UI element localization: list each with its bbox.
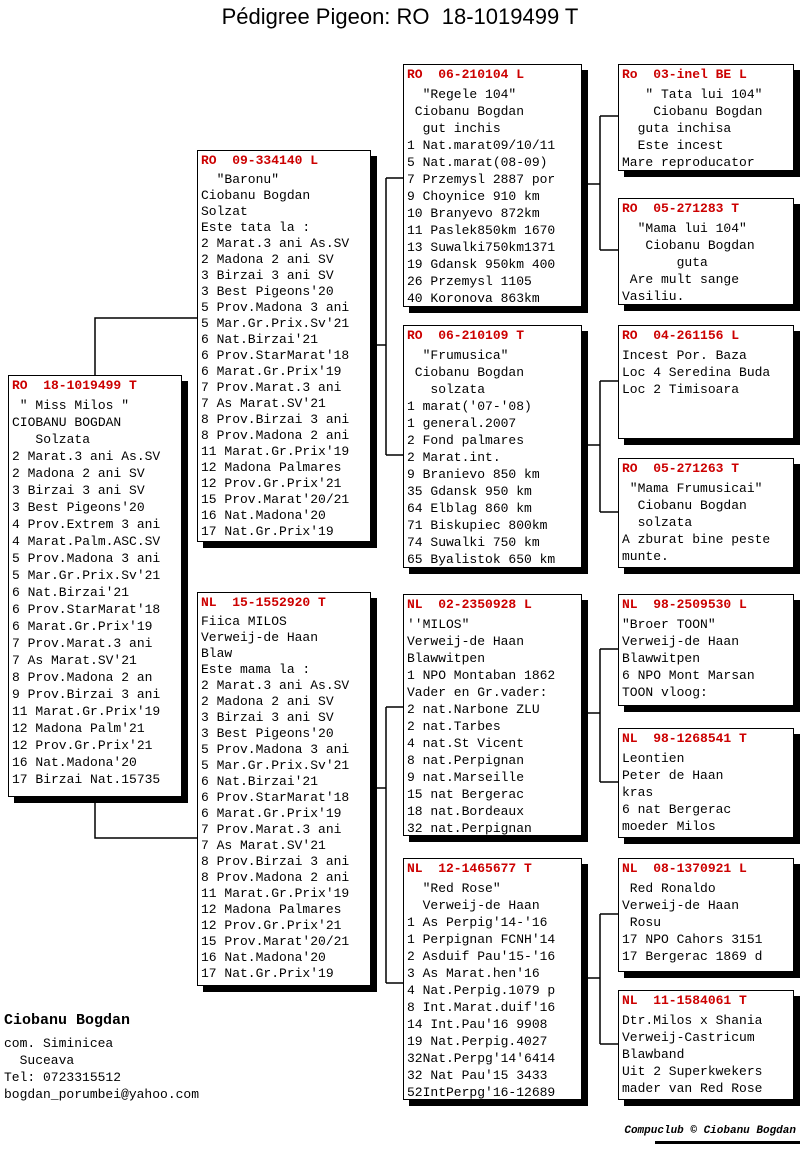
text-line: 17 Nat.Gr.Prix'19 xyxy=(201,524,334,539)
ring-number: NL 08-1370921 L xyxy=(622,861,747,876)
box-subject xyxy=(8,375,182,797)
text-line: 5 Prov.Madona 3 ani xyxy=(201,300,350,315)
text-line: 16 Nat.Madona'20 xyxy=(201,508,326,523)
text-line: 15 nat Bergerac xyxy=(407,787,525,802)
text-line: Verweij-de Haan xyxy=(201,630,319,645)
text-line: guta inchisa xyxy=(622,121,732,136)
text-line: 8 Prov.Birzai 3 ani xyxy=(201,412,350,427)
ring-number: RO 05-271263 T xyxy=(622,461,740,476)
pedigree-lines xyxy=(198,614,370,982)
text-line: 19 Nat.Perpig.4027 xyxy=(407,1034,548,1049)
text-line: Este tata la : xyxy=(201,220,311,235)
text-line: 6 Prov.StarMarat'18 xyxy=(201,348,350,363)
ring-number: RO 05-271283 T xyxy=(622,201,740,216)
text-line: 1 Perpignan FCNH'14 xyxy=(407,932,556,947)
text-line: 5 Mar.Gr.Prix.Sv'21 xyxy=(201,316,350,331)
text-line: Vasiliu. xyxy=(622,289,685,304)
text-line: 6 Marat.Gr.Prix'19 xyxy=(201,364,342,379)
text-line: 8 Prov.Madona 2 an xyxy=(12,670,153,685)
text-line: "Baronu" xyxy=(201,172,280,187)
text-line: Ciobanu Bogdan xyxy=(622,104,763,119)
text-line: Vader en Gr.vader: xyxy=(407,685,548,700)
text-line: com. Siminicea xyxy=(4,1036,114,1051)
text-line: 74 Suwalki 750 km xyxy=(407,535,540,550)
text-line: ''MILOS" xyxy=(407,617,470,632)
text-line: 2 Marat.3 ani As.SV xyxy=(12,449,161,464)
text-line: 7 As Marat.SV'21 xyxy=(12,653,137,668)
ring-number: RO 06-210109 T xyxy=(407,328,525,343)
text-line: 64 Elblag 860 km xyxy=(407,501,532,516)
box-great-granddam-2 xyxy=(618,458,794,568)
text-line: mader van Red Rose xyxy=(622,1081,763,1096)
text-line: 6 Prov.StarMarat'18 xyxy=(201,790,350,805)
text-line: 11 Marat.Gr.Prix'19 xyxy=(201,444,350,459)
box-great-granddam-1 xyxy=(618,198,794,305)
text-line: 12 Madona Palmares xyxy=(201,460,342,475)
text-line: Verweij-de Haan xyxy=(622,634,740,649)
text-line: 8 Prov.Madona 2 ani xyxy=(201,870,350,885)
ring-number: NL 02-2350928 L xyxy=(407,597,532,612)
text-line: Blawband xyxy=(622,1047,685,1062)
text-line: 9 Choynice 910 km xyxy=(407,189,540,204)
text-line: 16 Nat.Madona'20 xyxy=(201,950,326,965)
text-line: 3 As Marat.hen'16 xyxy=(407,966,540,981)
pedigree-lines xyxy=(619,86,793,171)
text-line: Este mama la : xyxy=(201,662,311,677)
text-line: "Mama Frumusicai" xyxy=(622,481,763,496)
text-line: 17 Bergerac 1869 d xyxy=(622,949,763,964)
text-line: Leontien xyxy=(622,751,685,766)
text-line: Ciobanu Bogdan xyxy=(201,188,311,203)
text-line: Blawwitpen xyxy=(622,651,701,666)
text-line: 5 Prov.Madona 3 ani xyxy=(201,742,350,757)
text-line: 5 Nat.marat(08-09) xyxy=(407,155,548,170)
pedigree-lines xyxy=(404,86,581,307)
pedigree-lines xyxy=(404,347,581,568)
text-line: 5 Prov.Madona 3 ani xyxy=(12,551,161,566)
text-line: 7 As Marat.SV'21 xyxy=(201,396,326,411)
text-line: 7 Prov.Marat.3 ani xyxy=(201,380,342,395)
text-line: 4 Prov.Extrem 3 ani xyxy=(12,517,161,532)
text-line: Ciobanu Bogdan xyxy=(407,104,525,119)
text-line: 5 Mar.Gr.Prix.Sv'21 xyxy=(201,758,350,773)
text-line: 12 Prov.Gr.Prix'21 xyxy=(201,918,342,933)
text-line: 6 Nat.Birzai'21 xyxy=(201,774,319,789)
box-great-grandsire-4 xyxy=(618,858,794,972)
text-line: "Mama lui 104" xyxy=(622,221,747,236)
box-great-grandsire-3 xyxy=(618,594,794,706)
text-line: Blaw xyxy=(201,646,233,661)
text-line: A zburat bine peste xyxy=(622,532,771,547)
box-great-granddam-3 xyxy=(618,728,794,838)
text-line: Tel: 0723315512 xyxy=(4,1070,122,1085)
ring-number: NL 12-1465677 T xyxy=(407,861,532,876)
text-line: 9 Prov.Birzai 3 ani xyxy=(12,687,161,702)
pedigree-lines xyxy=(619,347,793,398)
text-line: 8 Prov.Madona 2 ani xyxy=(201,428,350,443)
text-line: Uit 2 Superkwekers xyxy=(622,1064,763,1079)
pedigree-lines xyxy=(619,616,793,701)
text-line: 7 As Marat.SV'21 xyxy=(201,838,326,853)
text-line: Verweij-de Haan xyxy=(407,634,525,649)
text-line: 4 nat.St Vicent xyxy=(407,736,525,751)
box-dam xyxy=(197,592,371,986)
text-line: 18 nat.Bordeaux xyxy=(407,804,525,819)
text-line: 4 Nat.Perpig.1079 p xyxy=(407,983,556,998)
text-line: 2 Madona 2 ani SV xyxy=(201,694,334,709)
ring-number: NL 11-1584061 T xyxy=(622,993,747,1008)
text-line: solzata xyxy=(407,382,486,397)
text-line: 1 Nat.marat09/10/11 xyxy=(407,138,556,153)
text-line: Este incest xyxy=(622,138,724,153)
ring-number: RO 18-1019499 T xyxy=(12,378,137,393)
text-line: 65 Byalistok 650 km xyxy=(407,552,556,567)
pedigree-lines xyxy=(619,880,793,965)
ring-number: NL 98-2509530 L xyxy=(622,597,747,612)
text-line: Mare reproducator xyxy=(622,155,755,170)
text-line: Red Ronaldo xyxy=(622,881,716,896)
text-line: "Regele 104" xyxy=(407,87,517,102)
text-line: Suceava xyxy=(4,1053,75,1068)
text-line: 2 Marat.3 ani As.SV xyxy=(201,678,350,693)
box-sire xyxy=(197,150,371,542)
text-line: Ciobanu Bogdan xyxy=(622,498,747,513)
pedigree-lines xyxy=(404,616,581,837)
text-line: Rosu xyxy=(622,915,662,930)
text-line: 19 Gdansk 950km 400 xyxy=(407,257,556,272)
ring-number: NL 98-1268541 T xyxy=(622,731,747,746)
text-line: 6 NPO Mont Marsan xyxy=(622,668,755,683)
text-line: 2 Asduif Pau'15-'16 xyxy=(407,949,556,964)
text-line: Ciobanu Bogdan xyxy=(407,365,525,380)
pedigree-lines xyxy=(619,220,793,305)
text-line: 2 nat.Tarbes xyxy=(407,719,501,734)
ring-number: RO 04-261156 L xyxy=(622,328,740,343)
text-line: " Tata lui 104" xyxy=(622,87,763,102)
text-line: 8 nat.Perpignan xyxy=(407,753,525,768)
text-line: 6 Nat.Birzai'21 xyxy=(12,585,130,600)
ring-number: RO 06-210104 L xyxy=(407,67,525,82)
box-great-granddam-4 xyxy=(618,990,794,1100)
box-paternal-granddam xyxy=(403,325,582,568)
text-line: 6 Prov.StarMarat'18 xyxy=(12,602,161,617)
pedigree-lines xyxy=(198,172,370,540)
text-line: 11 Marat.Gr.Prix'19 xyxy=(201,886,350,901)
text-line: 16 Nat.Madona'20 xyxy=(12,755,137,770)
text-line: 7 Prov.Marat.3 ani xyxy=(201,822,342,837)
ring-number: NL 15-1552920 T xyxy=(201,595,326,610)
pedigree-lines xyxy=(619,750,793,835)
text-line: Ciobanu Bogdan xyxy=(622,238,755,253)
text-line: 10 Branyevo 872km xyxy=(407,206,540,221)
text-line: Peter de Haan xyxy=(622,768,724,783)
text-line: 2 Madona 2 ani SV xyxy=(201,252,334,267)
box-paternal-grandsire xyxy=(403,64,582,307)
text-line: 35 Gdansk 950 km xyxy=(407,484,532,499)
pedigree-lines xyxy=(619,480,793,565)
text-line: 4 Marat.Palm.ASC.SV xyxy=(12,534,161,549)
text-line: 8 Prov.Birzai 3 ani xyxy=(201,854,350,869)
text-line: 17 Birzai Nat.15735 xyxy=(12,772,161,787)
text-line: 6 Nat.Birzai'21 xyxy=(201,332,319,347)
text-line: 40 Koronova 863km xyxy=(407,291,540,306)
text-line: guta xyxy=(622,255,708,270)
text-line: 32 Nat Pau'15 3433 xyxy=(407,1068,548,1083)
text-line: "Frumusica" xyxy=(407,348,509,363)
text-line: Solzat xyxy=(201,204,248,219)
text-line: CIOBANU BOGDAN xyxy=(12,415,122,430)
text-line: solzata xyxy=(622,515,693,530)
text-line: 32Nat.Perpg'14'6414 xyxy=(407,1051,556,1066)
text-line: 15 Prov.Marat'20/21 xyxy=(201,492,350,507)
text-line: 26 Przemysl 1105 xyxy=(407,274,532,289)
ring-number: Ro 03-inel BE L xyxy=(622,67,747,82)
footer-rule xyxy=(655,1141,800,1144)
text-line: 11 Paslek850km 1670 xyxy=(407,223,556,238)
box-great-grandsire-1 xyxy=(618,64,794,171)
text-line: 12 Madona Palm'21 xyxy=(12,721,145,736)
text-line: 2 Madona 2 ani SV xyxy=(12,466,145,481)
contact-lines xyxy=(4,1035,199,1103)
text-line: 14 Int.Pau'16 9908 xyxy=(407,1017,548,1032)
compuclub-credit: Compuclub © Ciobanu Bogdan xyxy=(624,1125,796,1137)
text-line: Dtr.Milos x Shania xyxy=(622,1013,763,1028)
text-line: Verweij-de Haan xyxy=(407,898,540,913)
text-line: 3 Best Pigeons'20 xyxy=(12,500,145,515)
text-line: kras xyxy=(622,785,654,800)
text-line: 7 Prov.Marat.3 ani xyxy=(12,636,153,651)
text-line: Are mult sange xyxy=(622,272,740,287)
ring-number: RO 09-334140 L xyxy=(201,153,319,168)
text-line: 3 Birzai 3 ani SV xyxy=(201,268,334,283)
text-line: "Broer TOON" xyxy=(622,617,716,632)
text-line: "Red Rose" xyxy=(407,881,501,896)
text-line: 3 Best Pigeons'20 xyxy=(201,726,334,741)
text-line: 5 Mar.Gr.Prix.Sv'21 xyxy=(12,568,161,583)
pedigree-lines xyxy=(404,880,581,1101)
text-line: Loc 4 Seredina Buda xyxy=(622,365,771,380)
text-line: Blawwitpen xyxy=(407,651,486,666)
text-line: TOON vloog: xyxy=(622,685,708,700)
text-line: Incest Por. Baza xyxy=(622,348,747,363)
text-line: 3 Best Pigeons'20 xyxy=(201,284,334,299)
text-line: " Miss Milos " xyxy=(12,398,130,413)
pedigree-lines xyxy=(619,1012,793,1097)
text-line: 7 Przemysl 2887 por xyxy=(407,172,556,187)
breeder-name: Ciobanu Bogdan xyxy=(4,1012,131,1029)
text-line: 12 Prov.Gr.Prix'21 xyxy=(12,738,153,753)
text-line: 13 Suwalki750km1371 xyxy=(407,240,556,255)
text-line: 6 nat Bergerac xyxy=(622,802,732,817)
page-title: Pédigree Pigeon: RO 18-1019499 T xyxy=(221,4,579,29)
text-line: Fiica MILOS xyxy=(201,614,287,629)
box-maternal-grandsire xyxy=(403,594,582,836)
breeder-contact-block xyxy=(4,1012,199,1103)
text-line: Loc 2 Timisoara xyxy=(622,382,740,397)
text-line: 2 Marat.3 ani As.SV xyxy=(201,236,350,251)
text-line: gut inchis xyxy=(407,121,501,136)
text-line: 1 As Perpig'14-'16 xyxy=(407,915,548,930)
text-line: 1 NPO Montaban 1862 xyxy=(407,668,556,683)
text-line: Solzata xyxy=(12,432,91,447)
box-great-grandsire-2 xyxy=(618,325,794,439)
text-line: 15 Prov.Marat'20/21 xyxy=(201,934,350,949)
text-line: 6 Marat.Gr.Prix'19 xyxy=(201,806,342,821)
text-line: 1 general.2007 xyxy=(407,416,517,431)
text-line: 17 NPO Cahors 3151 xyxy=(622,932,763,947)
text-line: 2 Fond palmares xyxy=(407,433,525,448)
text-line: 52IntPerpg'16-12689 xyxy=(407,1085,556,1100)
text-line: 32 nat.Perpignan xyxy=(407,821,532,836)
pedigree-lines xyxy=(9,397,181,788)
text-line: 6 Marat.Gr.Prix'19 xyxy=(12,619,153,634)
text-line: 3 Birzai 3 ani SV xyxy=(12,483,145,498)
text-line: 12 Prov.Gr.Prix'21 xyxy=(201,476,342,491)
text-line: 1 marat('07-'08) xyxy=(407,399,532,414)
text-line: Verweij-Castricum xyxy=(622,1030,755,1045)
box-maternal-granddam xyxy=(403,858,582,1100)
text-line: bogdan_porumbei@yahoo.com xyxy=(4,1087,200,1102)
text-line: 2 nat.Narbone ZLU xyxy=(407,702,540,717)
text-line: 9 nat.Marseille xyxy=(407,770,525,785)
text-line: 17 Nat.Gr.Prix'19 xyxy=(201,966,334,981)
text-line: 11 Marat.Gr.Prix'19 xyxy=(12,704,161,719)
text-line: 71 Biskupiec 800km xyxy=(407,518,548,533)
text-line: 3 Birzai 3 ani SV xyxy=(201,710,334,725)
text-line: 2 Marat.int. xyxy=(407,450,501,465)
text-line: moeder Milos xyxy=(622,819,716,834)
text-line: 8 Int.Marat.duif'16 xyxy=(407,1000,556,1015)
text-line: munte. xyxy=(622,549,669,564)
text-line: 9 Branievo 850 km xyxy=(407,467,540,482)
text-line: 12 Madona Palmares xyxy=(201,902,342,917)
text-line: Verweij-de Haan xyxy=(622,898,740,913)
